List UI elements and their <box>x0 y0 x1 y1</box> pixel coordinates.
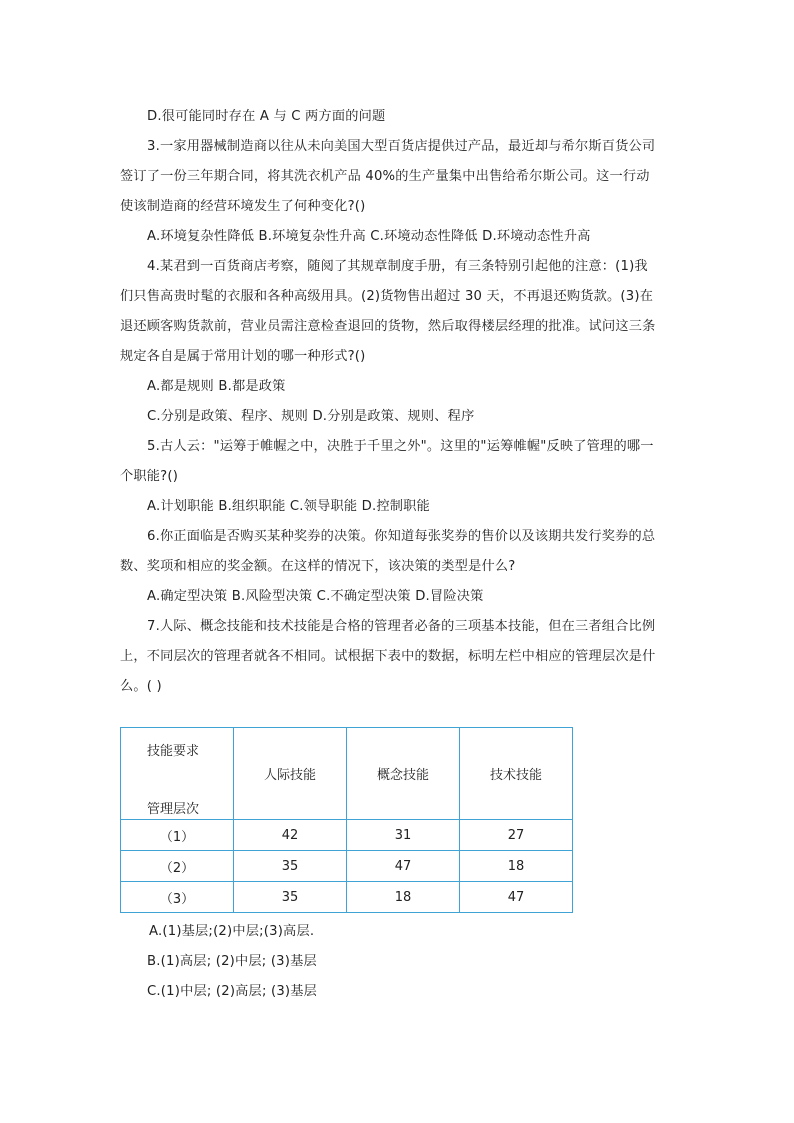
question-6-options: A.确定型决策 B.风险型决策 C.不确定型决策 D.冒险决策 <box>147 589 484 604</box>
question-4-options-2: C.分别是政策、程序、规则 D.分别是政策、规则、程序 <box>147 409 475 424</box>
table-cell: 47 <box>460 882 573 913</box>
table-row <box>121 882 573 913</box>
question-3-line-2: 签订了一份三年期合同，将其洗衣机产品 40%的生产量集中出售给希尔斯公司。这一行动 <box>120 169 650 184</box>
table-corner-cell <box>121 728 234 820</box>
table-row <box>121 820 573 851</box>
question-7-line-2: 上，不同层次的管理者就各不相同。试根据下表中的数据，标明左栏中相应的管理层次是什 <box>120 649 656 664</box>
header-interpersonal: 人际技能 <box>234 728 347 820</box>
question-4-line-1: 4.某君到一百货商店考察，随阅了其规章制度手册，有三条特别引起他的注意：(1)我 <box>147 259 648 274</box>
table-cell: 35 <box>234 882 347 913</box>
question-7-option-a: A.(1)基层;(2)中层;(3)高层. <box>149 924 315 939</box>
table-cell: 47 <box>347 851 460 882</box>
table-cell: 18 <box>347 882 460 913</box>
question-5-line-2: 个职能?() <box>120 469 179 484</box>
question-6-line-1: 6.你正面临是否购买某种奖券的决策。你知道每张奖券的售价以及该期共发行奖券的总 <box>147 529 656 544</box>
question-7-option-c: C.(1)中层; (2)高层; (3)基层 <box>147 984 318 999</box>
skills-table <box>120 727 573 913</box>
question-3-line-3: 使该制造商的经营环境发生了何种变化?() <box>120 199 366 214</box>
question-5-options: A.计划职能 B.组织职能 C.领导职能 D.控制职能 <box>147 499 430 514</box>
row-label: （1） <box>121 820 234 851</box>
question-4-line-4: 规定各自是属于常用计划的哪一种形式?() <box>120 349 366 364</box>
table-row <box>121 851 573 882</box>
question-7-line-3: 么。( ) <box>120 679 162 694</box>
row-label: （2） <box>121 851 234 882</box>
question-7-option-b: B.(1)高层; (2)中层; (3)基层 <box>147 954 317 969</box>
row-label: （3） <box>121 882 234 913</box>
question-5-line-1: 5.古人云："运筹于帷幄之中，决胜于千里之外"。这里的"运筹帷幄"反映了管理的哪一 <box>147 439 654 454</box>
table-cell: 27 <box>460 820 573 851</box>
table-cell: 42 <box>234 820 347 851</box>
question-4-options-1: A.都是规则 B.都是政策 <box>147 379 286 394</box>
table-header-row <box>121 728 573 820</box>
table-cell: 31 <box>347 820 460 851</box>
question-6-line-2: 数、奖项和相应的奖金额。在这样的情况下，该决策的类型是什么? <box>120 559 516 574</box>
question-4-line-2: 们只售高贵时髦的衣服和各种高级用具。(2)货物售出超过 30 天，不再退还购货款。(3)在 <box>120 289 654 304</box>
question-3-line-1: 3.一家用器械制造商以往从未向美国大型百货店提供过产品，最近却与希尔斯百货公司 <box>147 139 656 154</box>
question-4-line-3: 退还顾客购货款前，营业员需注意检查退回的货物，然后取得楼层经理的批准。试问这三条 <box>120 319 656 334</box>
header-conceptual: 概念技能 <box>347 728 460 820</box>
question-3-options: A.环境复杂性降低 B.环境复杂性升高 C.环境动态性降低 D.环境动态性升高 <box>147 229 591 244</box>
header-technical: 技术技能 <box>460 728 573 820</box>
corner-label-skills: 技能要求 <box>147 744 200 759</box>
corner-label-levels: 管理层次 <box>147 802 200 817</box>
table-cell: 35 <box>234 851 347 882</box>
option-d-q2: D.很可能同时存在 A 与 C 两方面的问题 <box>147 109 386 124</box>
table-cell: 18 <box>460 851 573 882</box>
question-7-line-1: 7.人际、概念技能和技术技能是合格的管理者必备的三项基本技能，但在三者组合比例 <box>147 619 656 634</box>
